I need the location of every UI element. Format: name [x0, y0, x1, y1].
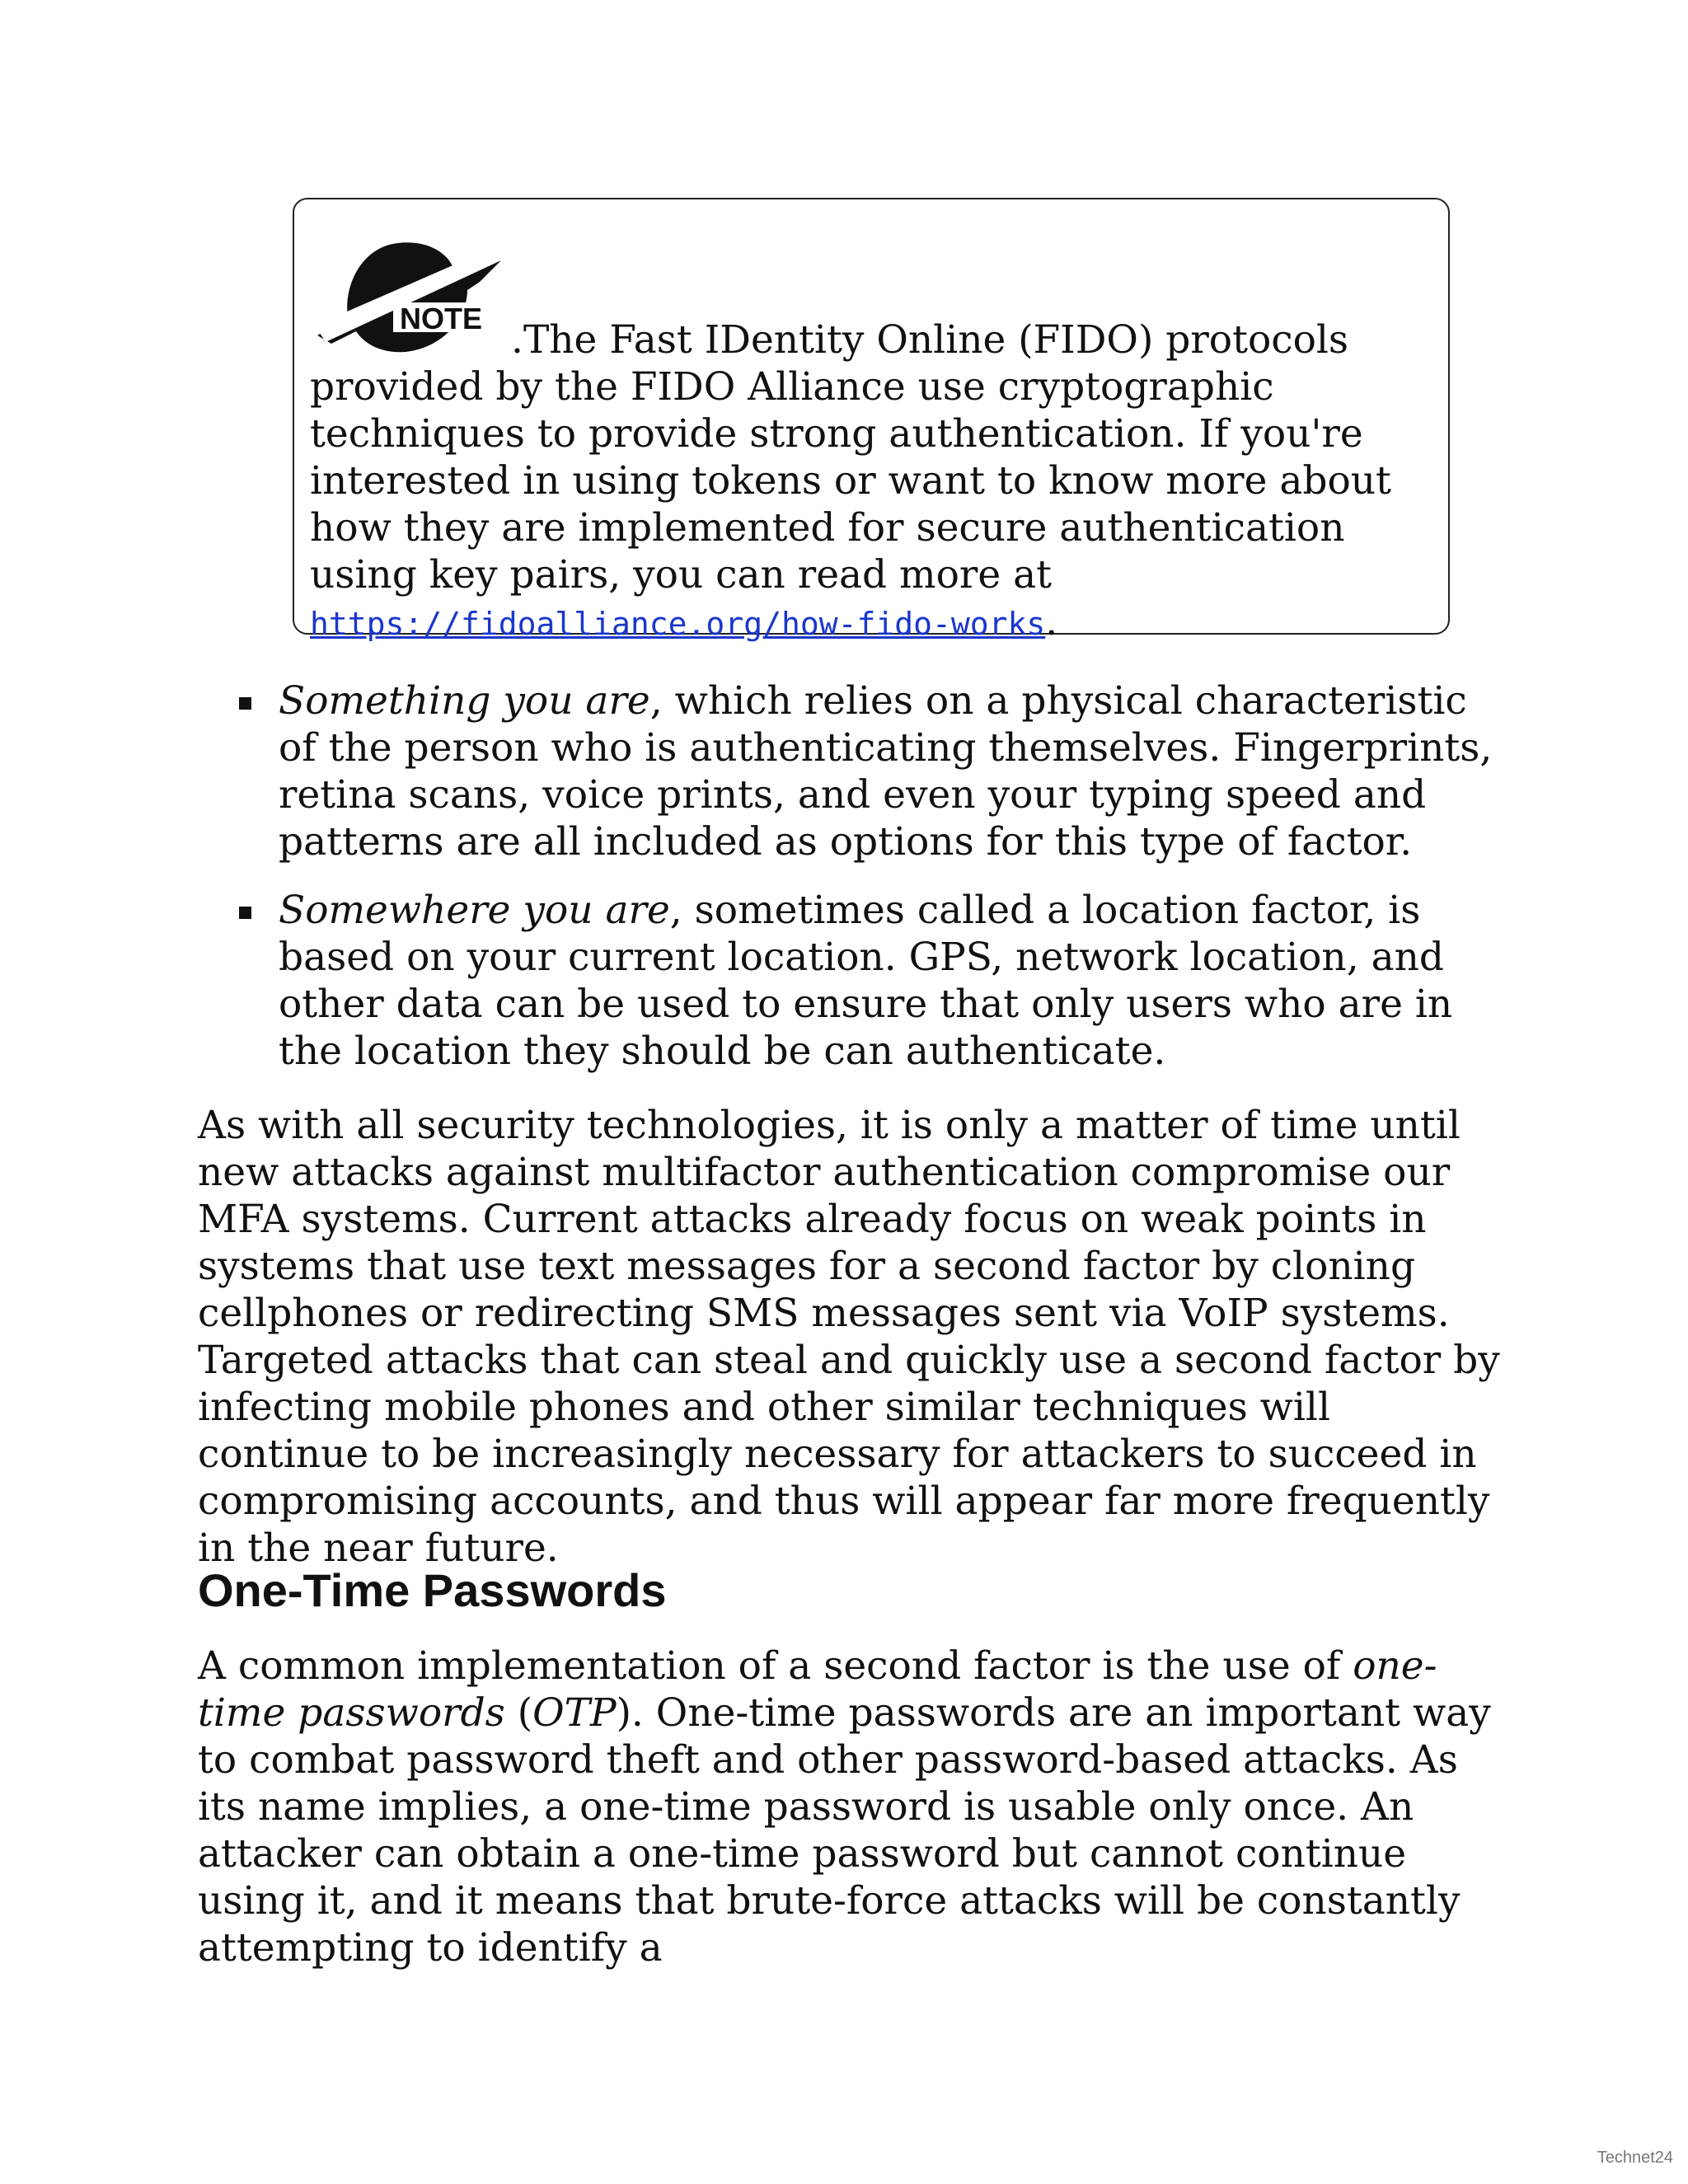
section-heading: One-Time Passwords — [198, 1564, 667, 1616]
body-paragraph: As with all security technologies, it is only a matter of time until new attacks against multifactor authentication compromise our MFA systems. Current attacks already focus on weak points in systems that use text messages for a second factor by cloning cellphones or redirecting SMS messages sent via VoIP systems. Targeted attacks that can steal and quickly use a second factor by infecting mobile phones and other similar techniques will continue to be increasingly necessary for attackers to succeed in compromising accounts, and thus will appear far more frequently in the near future. — [198, 1103, 1500, 1571]
note-text: .The Fast IDentity Online (FIDO) protocols provided by the FIDO Alliance use cryptographic techniques to provide strong authentication. If you're interested in using tokens or want to know more about how they are implemented for secure authentication using key pairs, you can read more at https://fidoalliance.org/how-fido-works. — [310, 316, 1447, 648]
footer-watermark: Technet24 — [1597, 2149, 1673, 2167]
fido-link[interactable]: https://fidoalliance.org/how-fido-works — [310, 606, 1046, 642]
list-item: Somewhere you are, sometimes called a location factor, is based on your current location. GPS, network location, and other data can be used to ensure that only users who are in the location they should be can authenticate. — [279, 887, 1515, 1075]
factor-list — [0, 677, 1688, 1096]
bullet-square-icon — [239, 697, 251, 710]
body-paragraph-otp: A common implementation of a second factor is the use of one-time passwords (OTP). One-time passwords are an important way to combat password theft and other password-based attacks. As its name implies, a one-time password is usable only once. An attacker can obtain a one-time password but cannot continue using it, and it means that brute-force attacks will be constantly attempting to identify a — [198, 1643, 1491, 1971]
bullet-term: Somewhere you are — [279, 888, 670, 933]
note-body: provided by the FIDO Alliance use cryptographic techniques to provide strong authentication. If you're interested in using tokens or want to know more about how they are implemented for secure authentication using key pairs, you can read more at — [310, 364, 1391, 598]
list-item: Something you are, which relies on a physical characteristic of the person who is authenticating themselves. Fingerprints, retina scans, voice prints, and even your typing speed and patterns are all included as options for this type of factor. — [279, 677, 1515, 865]
note-first-line: .The Fast IDentity Online (FIDO) protocols — [511, 317, 1349, 363]
bullet-term: Something you are — [279, 678, 650, 724]
note-icon-label: NOTE — [400, 302, 483, 335]
bullet-square-icon — [239, 907, 251, 919]
note-box — [293, 198, 1450, 644]
